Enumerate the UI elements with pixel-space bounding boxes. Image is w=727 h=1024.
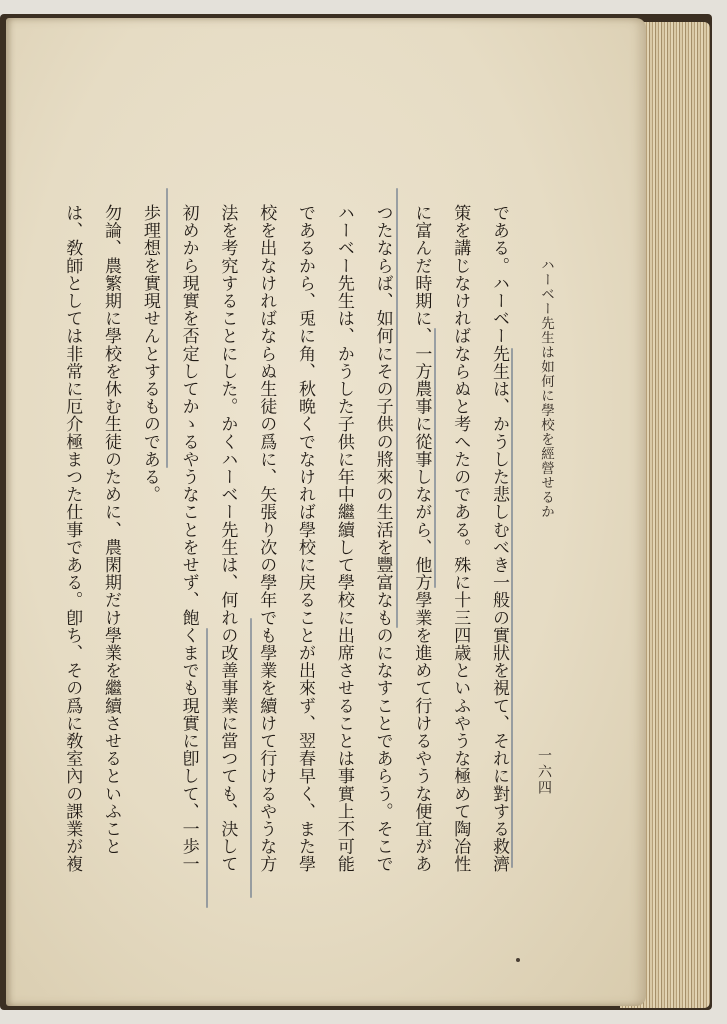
pencil-mark bbox=[434, 328, 436, 588]
book-page bbox=[6, 18, 646, 1006]
text-line: ハーベー先生は、かうした子供に年中繼續して學校に出席させることは事實上不可能 bbox=[333, 204, 354, 873]
pencil-mark bbox=[166, 188, 168, 468]
text-line: 初めから現實を否定してかゝるやうなことをせず、飽くまでも現實に卽して、一歩一 bbox=[178, 204, 199, 873]
text-line: 校を出なければならぬ生徒の爲に、矢張り次の學年でも學業を續けて行けるやうな方 bbox=[256, 204, 277, 873]
text-line: つたならば、如何にその子供の將來の生活を豐富なものになすことであらう。そこで bbox=[372, 204, 393, 873]
page-number: 一六四 bbox=[536, 748, 552, 796]
text-line: 勿論、農繁期に學校を休む生徒のために、農閑期だけ學業を繼續させるといふこと bbox=[101, 204, 122, 856]
pencil-mark bbox=[206, 628, 208, 908]
body-text bbox=[62, 204, 518, 924]
text-line: 歩理想を實現せんとするものである。 bbox=[139, 204, 160, 504]
text-line: は、敎師としては非常に厄介極まつた仕事である。卽ち、その爲に敎室內の課業が複 bbox=[62, 204, 83, 873]
text-line: 法を考究することにした。かくハーベー先生は、何れの改善事業に當つても、決して bbox=[217, 204, 238, 873]
ink-spot bbox=[516, 958, 520, 962]
running-head: ハーベー先生は如何に學校を經營せるか bbox=[538, 258, 554, 519]
text-line: 策を講じなければならぬと考へたのである。殊に十三四歳といふやうな極めて陶冶性 bbox=[450, 204, 471, 873]
text-line: であるから、兎に角、秋晩くでなければ學校に戻ることが出來ず、翌春早く、また學 bbox=[295, 204, 316, 873]
pencil-mark bbox=[250, 618, 252, 898]
text-line: に富んだ時期に、一方農事に從事しながら、他方學業を進めて行けるやうな便宜があ bbox=[411, 204, 432, 873]
pencil-mark bbox=[396, 188, 398, 628]
text-line: である。ハーベー先生は、かうした悲しむべき一般の實狀を視て、それに對する救濟 bbox=[489, 204, 509, 873]
pencil-mark bbox=[511, 348, 513, 868]
